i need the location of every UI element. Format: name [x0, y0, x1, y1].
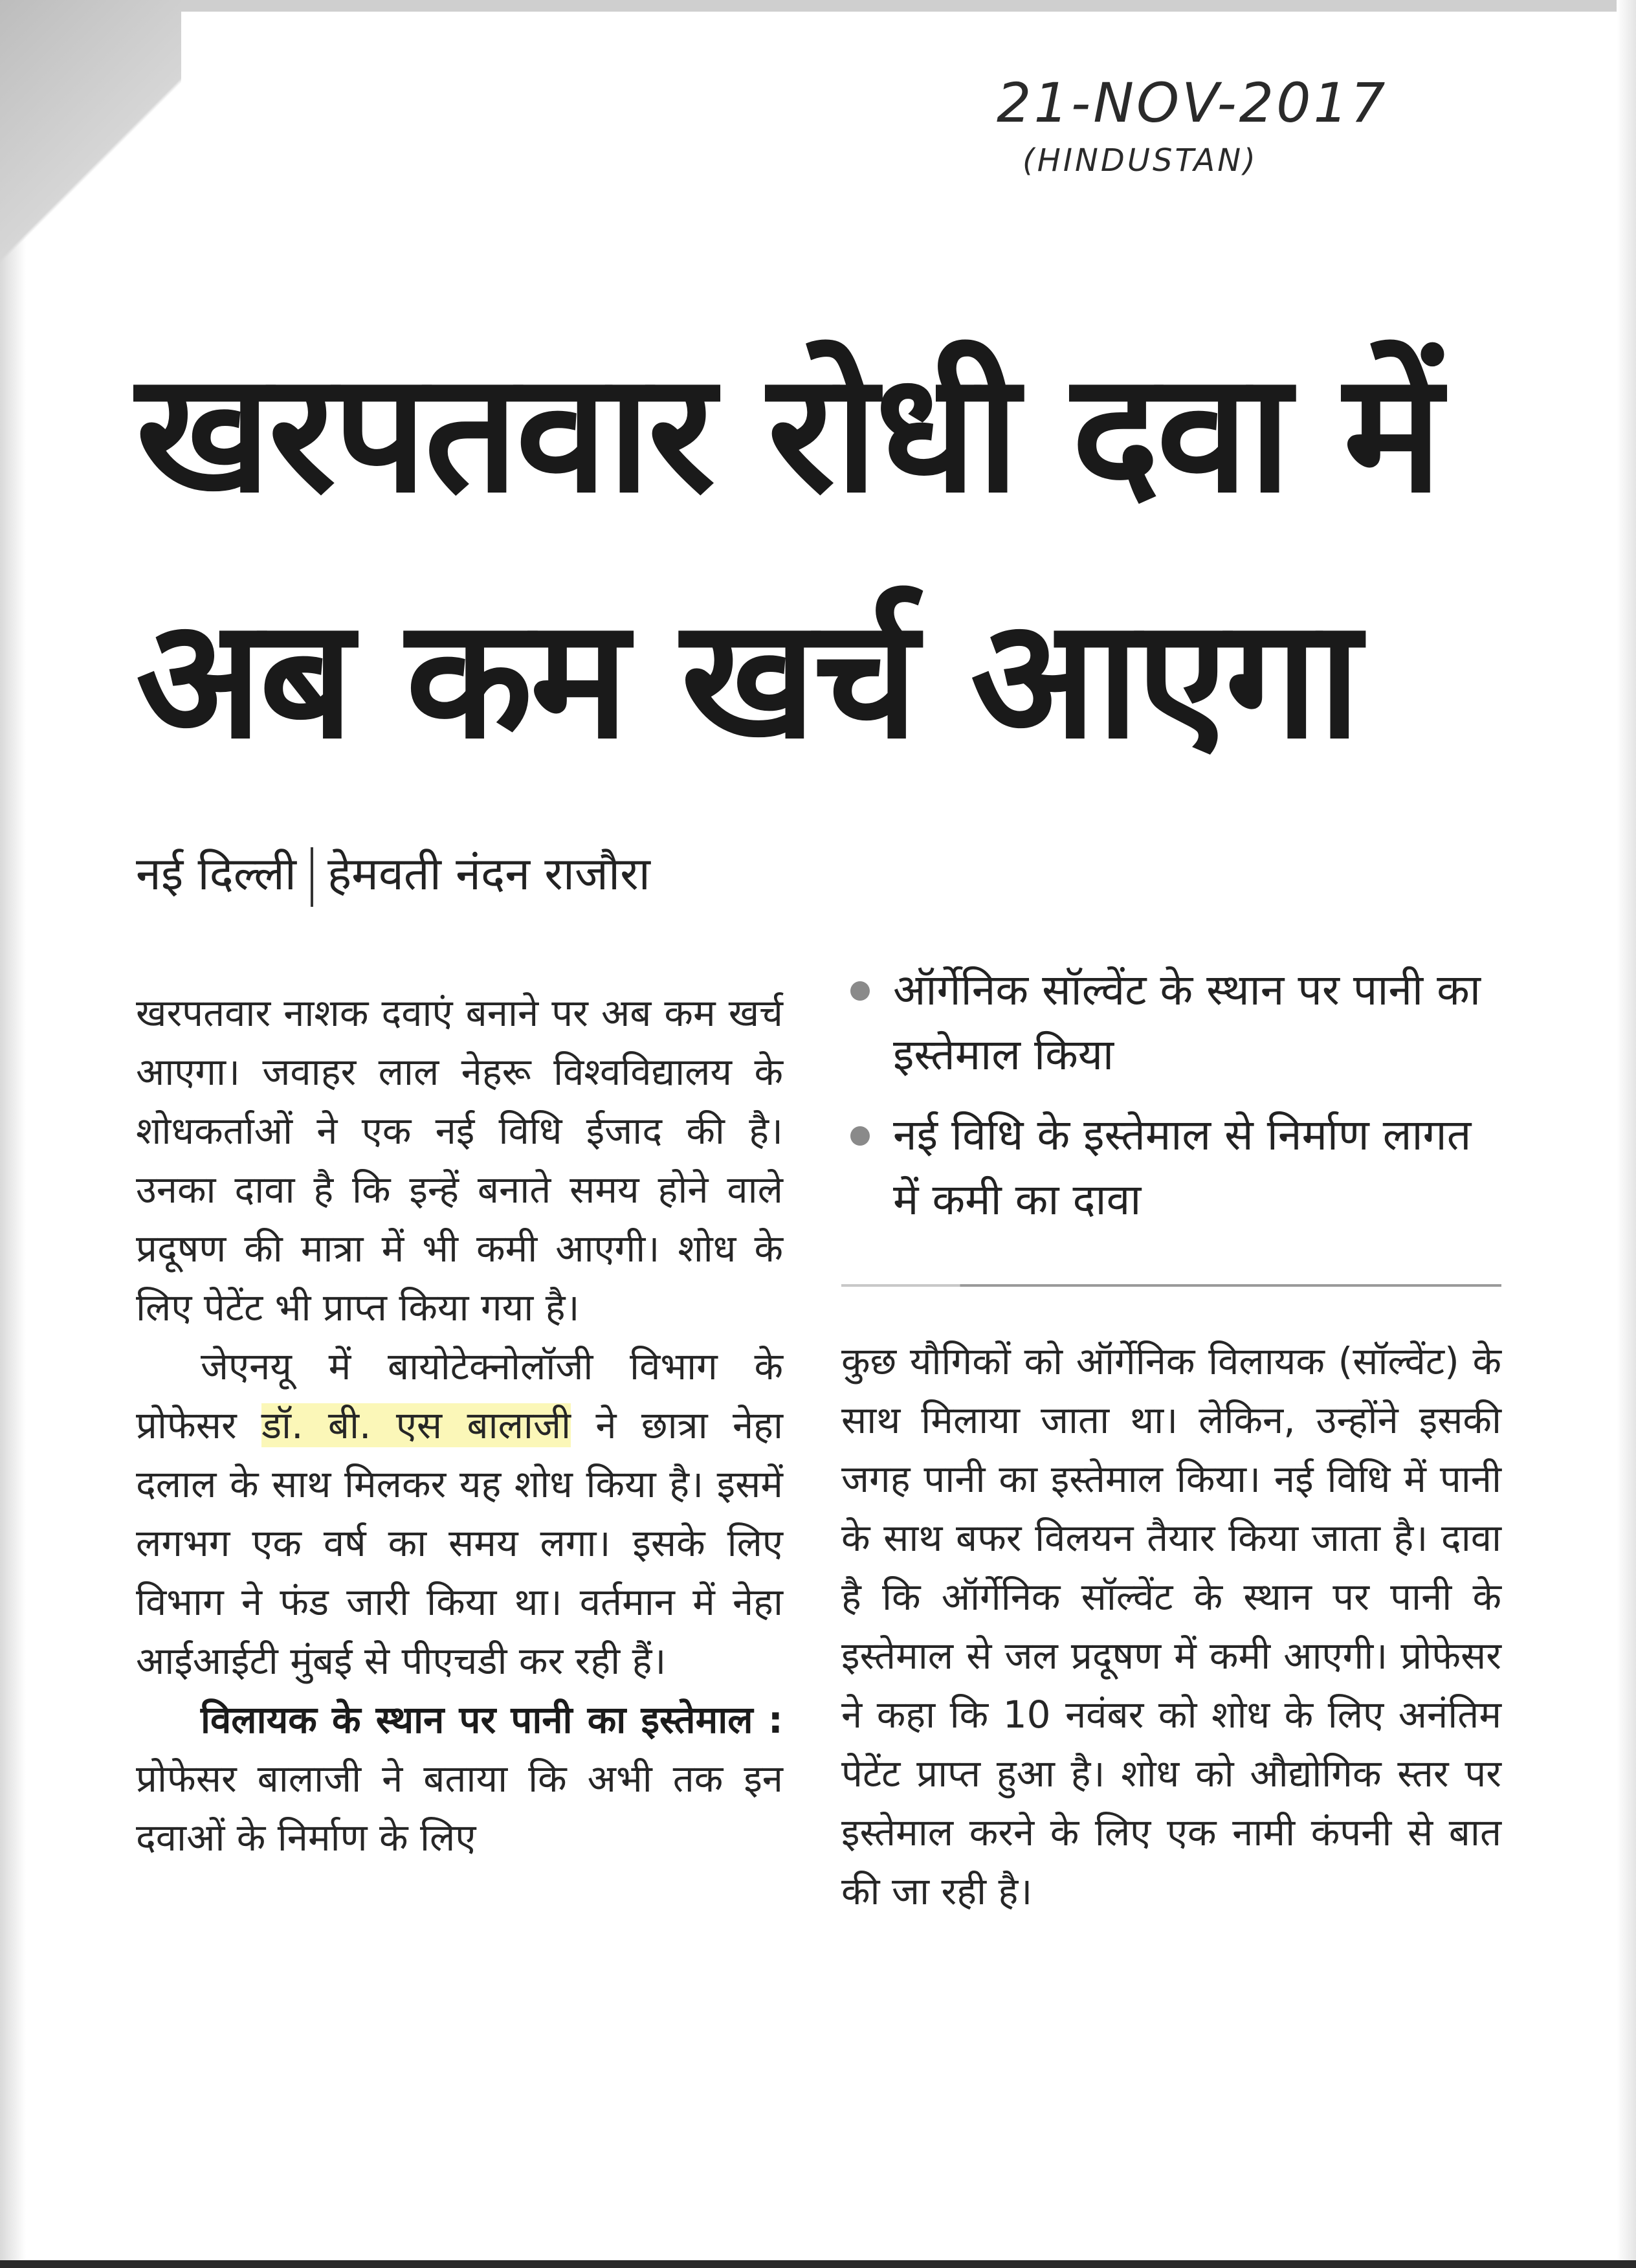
folded-corner — [0, 0, 181, 337]
headline-line-2: अब कम खर्च आएगा — [136, 583, 1358, 775]
article-right-column — [841, 958, 1501, 1921]
article-paragraph-4: कुछ यौगिकों को ऑर्गेनिक विलायक (सॉल्वेंट) के साथ मिलाया जाता था। लेकिन, उन्होंने इसकी जगह पानी का इस्तेमाल किया। नई विधि में पानी के साथ बफर विलयन तैयार किया जाता है। दावा है कि ऑर्गेनिक सॉल्वेंट के स्थान पर पानी के इस्तेमाल से जल प्रदूषण में कमी आएगी। प्रोफेसर ने कहा कि 10 नवंबर को शोध के लिए अनंतिम पेटेंट प्राप्त हुआ है। शोध को औद्योगिक स्तर पर इस्तेमाल करने के लिए एक नामी कंपनी से बात की जा रही है। — [841, 1339, 1501, 1913]
highlight-bullet-1 — [841, 958, 1501, 1087]
bullet-dot-icon — [850, 1126, 870, 1146]
byline-location: नई दिल्ली — [136, 847, 296, 900]
highlighted-name: डॉ. बी. एस बालाजी — [261, 1403, 571, 1447]
handwritten-date: 21-NOV-2017 — [997, 71, 1388, 135]
article-left-column — [136, 984, 783, 1867]
paragraph-2-end: ने छात्रा नेहा दलाल के साथ मिलकर यह शोध किया है। इसमें लगभग एक वर्ष का समय लगा। इसके लिए विभाग ने फंड जारी किया था। वर्तमान में नेहा आईआईटी मुंबई से पीएचडी कर रही हैं। — [136, 1403, 783, 1683]
paragraph-2-start: जेएनयू में बायोटेक्नोलॉजी विभाग के प्रोफेसर — [136, 1344, 783, 1447]
byline — [136, 841, 650, 907]
article-paragraph-3 — [136, 1691, 783, 1867]
byline-author: हेमवती नंदन राजौरा — [327, 847, 650, 900]
section-subheading: विलायक के स्थान पर पानी का इस्तेमाल : — [201, 1698, 783, 1742]
scan-bottom-edge — [0, 2260, 1636, 2268]
highlight-bullet-2 — [841, 1103, 1501, 1232]
highlight-bullet-1-text: ऑर्गेनिक सॉल्वेंट के स्थान पर पानी का इस्तेमाल किया — [893, 965, 1481, 1080]
scan-right-edge — [1617, 0, 1636, 2268]
scan-top-edge — [0, 0, 1636, 12]
byline-separator — [311, 847, 313, 907]
scan-left-shadow — [0, 0, 26, 2268]
highlight-bullet-2-text: नई विधि के इस्तेमाल से निर्माण लागत में कमी का दावा — [893, 1110, 1472, 1225]
paragraph-3-text: प्रोफेसर बालाजी ने बताया कि अभी तक इन दवाओं के निर्माण के लिए — [136, 1757, 783, 1860]
handwritten-newspaper-name: (HINDUSTAN) — [1022, 142, 1258, 179]
headline-line-1: खरपतवार रोधी दवा में — [136, 337, 1440, 529]
article-paragraph-1: खरपतवार नाशक दवाएं बनाने पर अब कम खर्च आएगा। जवाहर लाल नेहरू विश्वविद्यालय के शोधकर्ताओं ने एक नई विधि ईजाद की है। उनका दावा है कि इन्हें बनाते समय होने वाले प्रदूषण की मात्रा में भी कमी आएगी। शोध के लिए पेटेंट भी प्राप्त किया गया है। — [136, 991, 783, 1329]
section-divider — [841, 1284, 1501, 1287]
article-paragraph-2 — [136, 1337, 783, 1691]
bullet-dot-icon — [850, 981, 870, 1001]
